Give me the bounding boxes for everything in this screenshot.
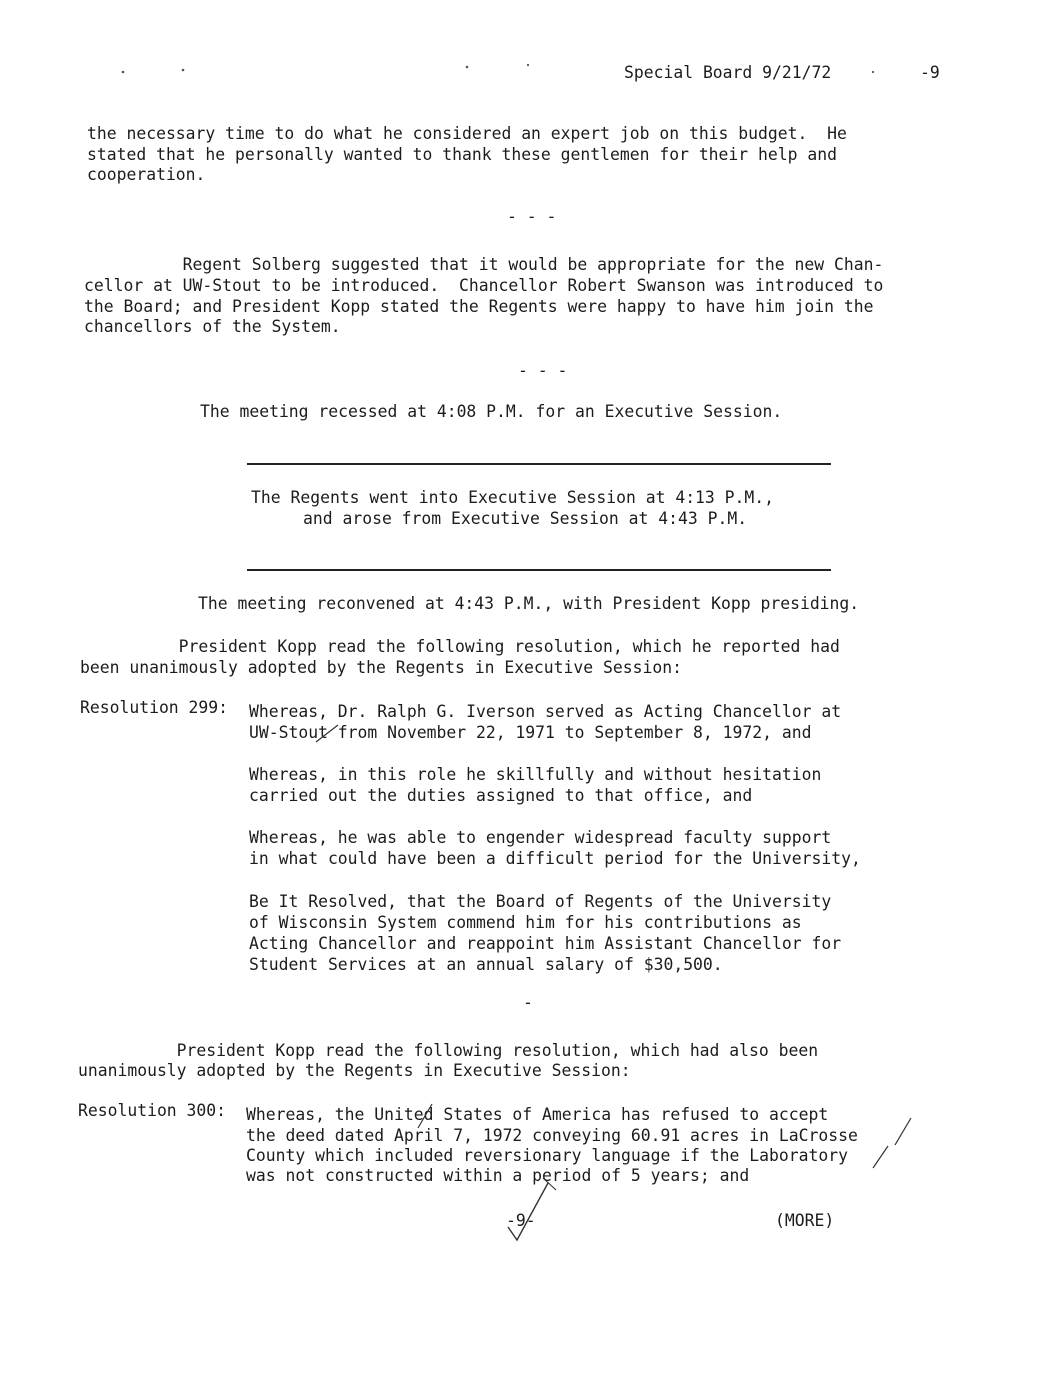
- divider-rule: [247, 463, 831, 465]
- text-line: The Regents went into Executive Session at 4:13 P.M.,: [251, 488, 775, 507]
- section-separator: -: [523, 993, 533, 1012]
- text-line: stated that he personally wanted to thank these gentlemen for their help and: [87, 145, 837, 164]
- check-mark: [895, 1118, 911, 1145]
- text-line: unanimously adopted by the Regents in Executive Session:: [78, 1061, 631, 1080]
- header-page-number: -9: [920, 63, 940, 82]
- text-line: the necessary time to do what he considered an expert job on this budget. He: [87, 124, 847, 143]
- text-line: Be It Resolved, that the Board of Regents of the University: [249, 892, 832, 911]
- section-separator: - - -: [507, 207, 557, 226]
- text-line: County which included reversionary language if the Laboratory: [246, 1146, 848, 1165]
- text-line: been unanimously adopted by the Regents in Executive Session:: [80, 658, 682, 677]
- text-line: Whereas, Dr. Ralph G. Iverson served as Acting Chancellor at: [249, 702, 842, 721]
- text-line: Regent Solberg suggested that it would be appropriate for the new Chan-: [84, 255, 884, 274]
- text-line: cellor at UW-Stout to be introduced. Chancellor Robert Swanson was introduced to: [84, 276, 884, 295]
- scan-specks: [0, 0, 1051, 120]
- text-line: the Board; and President Kopp stated the Regents were happy to have him join the: [84, 297, 874, 316]
- text-line: Whereas, he was able to engender widespread faculty support: [249, 828, 832, 847]
- text-line: in what could have been a difficult period for the University,: [249, 849, 861, 868]
- text-line: of Wisconsin System commend him for his contributions as: [249, 913, 802, 932]
- text-line: UW-Stout from November 22, 1971 to September 8, 1972, and: [249, 723, 812, 742]
- section-separator: - - -: [518, 361, 568, 380]
- check-mark: [873, 1146, 888, 1168]
- reconvened-statement: The meeting reconvened at 4:43 P.M., with President Kopp presiding.: [198, 594, 860, 613]
- resolution-label: Resolution 299:: [80, 698, 229, 717]
- text-line: carried out the duties assigned to that office, and: [249, 786, 753, 805]
- text-line: President Kopp read the following resolution, which had also been: [78, 1041, 819, 1060]
- text-line: and arose from Executive Session at 4:43 P.M.: [303, 509, 748, 528]
- text-line: was not constructed within a period of 5 years; and: [246, 1166, 750, 1185]
- text-line: the deed dated April 7, 1972 conveying 60.91 acres in LaCrosse: [246, 1126, 858, 1145]
- text-line: cooperation.: [87, 165, 206, 184]
- text-line: chancellors of the System.: [84, 317, 341, 336]
- recess-statement: The meeting recessed at 4:08 P.M. for an Executive Session.: [200, 402, 783, 421]
- text-line: Student Services at an annual salary of $30,500.: [249, 955, 723, 974]
- resolution-label: Resolution 300:: [78, 1101, 227, 1120]
- divider-rule: [247, 569, 831, 571]
- footer-more: (MORE): [775, 1211, 835, 1230]
- text-line: Acting Chancellor and reappoint him Assistant Chancellor for: [249, 934, 842, 953]
- header-title: Special Board 9/21/72: [624, 63, 832, 82]
- text-line: President Kopp read the following resolution, which he reported had: [80, 637, 840, 656]
- footer-page-mark: -9-: [506, 1211, 536, 1230]
- text-line: Whereas, the United States of America has refused to accept: [246, 1105, 829, 1124]
- text-line: Whereas, in this role he skillfully and without hesitation: [249, 765, 822, 784]
